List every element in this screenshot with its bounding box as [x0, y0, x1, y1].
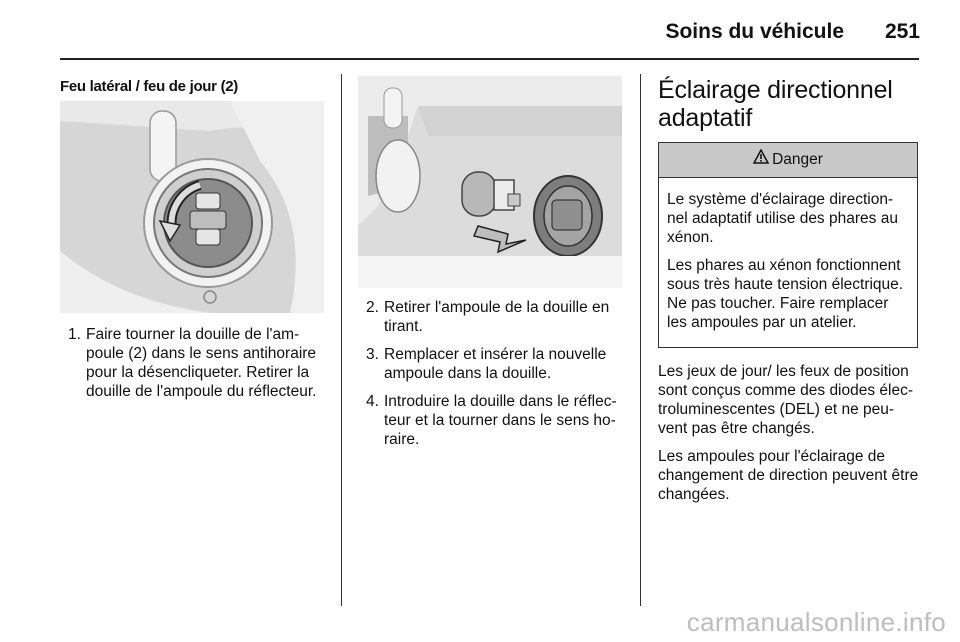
steps-list-middle [358, 298, 624, 449]
danger-label: Danger [772, 151, 823, 169]
header-title: Soins du véhicule [665, 20, 844, 43]
step-number: 2. [366, 299, 379, 316]
step-item [358, 392, 624, 449]
steps-list-left [60, 325, 326, 401]
danger-paragraph: Les phares au xénon fonctionnent sous très haute tension électrique. Ne pas toucher. Faire remplacer les ampoules par un atelier. [667, 257, 904, 331]
column-divider-1 [341, 74, 342, 606]
page-number: 251 [884, 20, 920, 43]
warning-triangle-icon [753, 143, 769, 177]
step-number: 4. [366, 393, 379, 410]
danger-body [659, 178, 917, 347]
step-text: Introduire la douille dans le réflec-teur et la tourner dans le sens ho-raire. [384, 393, 617, 448]
step-item [358, 345, 624, 383]
body-paragraph: Les ampoules pour l'éclairage de changement de direction peuvent être changées. [658, 448, 919, 503]
section-title-line1: Éclairage directionnel [658, 76, 893, 104]
page-header [0, 0, 960, 62]
bulb-removal-illustration [358, 76, 622, 288]
section-label: Feu latéral / feu de jour (2) [60, 78, 239, 95]
headlamp-socket-figure [60, 101, 324, 313]
section-title-line2: adaptatif [658, 104, 753, 132]
header-rule [60, 58, 919, 60]
danger-box [658, 142, 918, 348]
body-paragraph: Les jeux de jour/ les feux de position sont conçus comme des diodes élec-troluminescentes (DEL) et ne peu-vent pas être changés. [658, 363, 914, 437]
danger-header [659, 143, 917, 178]
step-text: Remplacer et insérer la nouvelle ampoule dans la douille. [384, 346, 607, 382]
section-title [658, 76, 920, 132]
step-number: 1. [68, 326, 81, 343]
right-column [658, 76, 920, 513]
step-text: Retirer l'ampoule de la douille en tirant. [384, 299, 610, 335]
headlamp-socket-rotation-illustration [60, 101, 324, 313]
step-text: Faire tourner la douille de l'am-poule (2) dans le sens antihoraire pour la désencliqueter. Retirer la douille de l'ampoule du réflecteur. [86, 326, 317, 400]
column-divider-2 [640, 74, 641, 606]
step-number: 3. [366, 346, 379, 363]
body-text [658, 362, 920, 504]
bulb-removal-figure [358, 76, 622, 288]
step-item [60, 325, 326, 401]
danger-paragraph: Le système d'éclairage direction-nel adaptatif utilise des phares au xénon. [667, 191, 898, 246]
left-column [60, 78, 326, 410]
watermark: carmanualsonline.info [686, 607, 946, 637]
middle-column [358, 76, 624, 458]
step-item [358, 298, 624, 336]
